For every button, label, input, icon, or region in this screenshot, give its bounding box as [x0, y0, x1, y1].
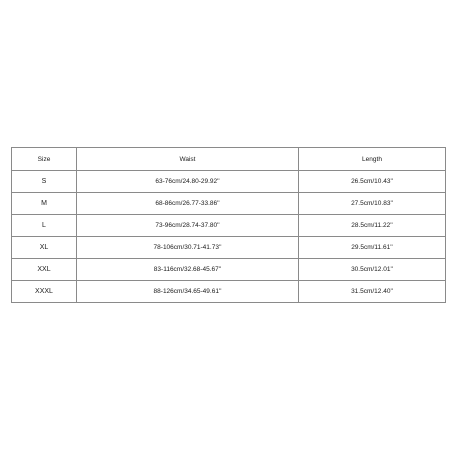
table-row [12, 215, 446, 237]
length-cell: 30.5cm/12.01'' [299, 259, 446, 281]
length-cell: 29.5cm/11.61'' [299, 237, 446, 259]
size-cell: M [12, 193, 77, 215]
length-cell: 31.5cm/12.40'' [299, 281, 446, 303]
waist-cell: 73-96cm/28.74-37.80'' [77, 215, 299, 237]
waist-cell: 68-86cm/26.77-33.86'' [77, 193, 299, 215]
waist-cell: 63-76cm/24.80-29.92'' [77, 171, 299, 193]
table-row [12, 281, 446, 303]
header-size: Size [12, 148, 77, 171]
length-cell: 27.5cm/10.83'' [299, 193, 446, 215]
length-cell: 26.5cm/10.43'' [299, 171, 446, 193]
header-length: Length [299, 148, 446, 171]
header-waist: Waist [77, 148, 299, 171]
waist-cell: 88-126cm/34.65-49.61'' [77, 281, 299, 303]
size-cell: S [12, 171, 77, 193]
size-cell: XL [12, 237, 77, 259]
table-row [12, 259, 446, 281]
waist-cell: 83-116cm/32.68-45.67'' [77, 259, 299, 281]
size-cell: XXL [12, 259, 77, 281]
size-cell: L [12, 215, 77, 237]
waist-cell: 78-106cm/30.71-41.73'' [77, 237, 299, 259]
table-row [12, 193, 446, 215]
header-row [12, 148, 446, 171]
length-cell: 28.5cm/11.22'' [299, 215, 446, 237]
table-row [12, 171, 446, 193]
size-chart-table [11, 147, 446, 303]
size-cell: XXXL [12, 281, 77, 303]
table-row [12, 237, 446, 259]
